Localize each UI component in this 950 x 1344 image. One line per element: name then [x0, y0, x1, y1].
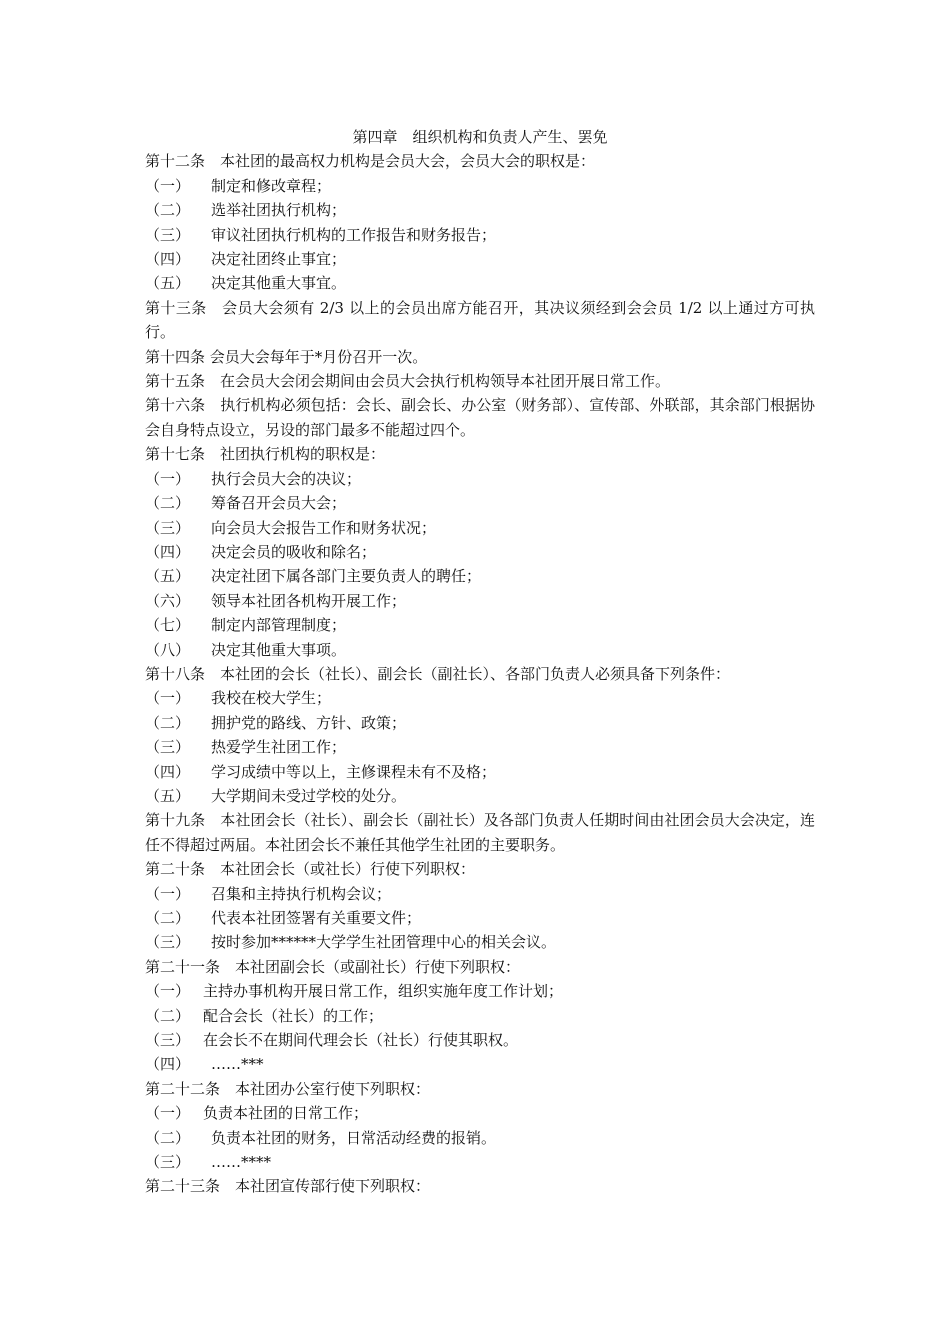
item-number: （六）	[145, 591, 191, 610]
item-number: （三）	[145, 225, 191, 244]
list-item	[145, 613, 815, 637]
item-number: （五）	[145, 786, 191, 805]
article-17: 第十七条 社团执行机构的职权是：	[145, 445, 386, 464]
item-number: （八）	[145, 640, 191, 659]
item-text: 代表本社团签署有关重要文件；	[211, 909, 422, 927]
item-text: 拥护党的路线、方针、政策；	[211, 713, 407, 732]
list-item	[145, 540, 815, 564]
list-item	[145, 1101, 815, 1125]
list-item	[145, 735, 815, 759]
item-number: （二）	[145, 713, 191, 732]
article-23: 第二十三条 本社团宣传部行使下列职权：	[145, 1177, 431, 1196]
item-number: （四）	[145, 250, 191, 269]
list-item	[145, 174, 815, 198]
item-text: 决定其他重大事宜。	[211, 274, 347, 293]
list-item	[145, 784, 815, 808]
chapter-title: 第四章 组织机构和负责人产生、罢免	[352, 128, 608, 146]
list-item	[145, 491, 815, 515]
item-text: 学习成绩中等以上，主修课程未有不及格；	[211, 762, 497, 781]
list-item	[145, 564, 815, 588]
article-20: 第二十条 本社团会长（或社长）行使下列职权：	[145, 860, 476, 879]
item-text: 决定其他重大事项。	[211, 640, 347, 659]
item-number: （三）	[145, 1031, 191, 1050]
article-15: 第十五条 在会员大会闭会期间由会员大会执行机构领导本社团开展日常工作。	[145, 372, 671, 391]
article-18: 第十八条 本社团的会长（社长）、副会长（副社长）、各部门负责人必须具备下列条件：	[145, 664, 731, 683]
item-text: 召集和主持执行机构会议；	[211, 884, 392, 903]
item-number: （三）	[145, 738, 191, 757]
article-19: 第十九条 本社团会长（社长）、副会长（副社长）及各部门负责人任期时间由社团会员大会决定，连任不得超过两届。本社团会长不兼任其他学生社团的主要职务。	[145, 811, 815, 854]
item-number: （一）	[145, 982, 191, 1001]
document-body	[145, 125, 815, 1199]
item-number: （一）	[145, 176, 191, 195]
article-14: 第十四条 会员大会每年于*月份召开一次。	[145, 347, 428, 366]
item-number: （三）	[145, 1153, 191, 1172]
item-text: 决定社团下属各部门主要负责人的聘任；	[211, 567, 482, 586]
item-text: 制定和修改章程；	[211, 176, 332, 195]
list-item	[145, 979, 815, 1003]
item-text: 我校在校大学生；	[211, 689, 332, 708]
item-text: 向会员大会报告工作和财务状况；	[211, 518, 437, 537]
article-12: 第十二条 本社团的最高权力机构是会员大会，会员大会的职权是：	[145, 152, 596, 171]
item-number: （三）	[145, 933, 191, 952]
item-text: 热爱学生社团工作；	[211, 738, 347, 757]
item-text: 决定社团终止事宜；	[211, 250, 347, 269]
list-item	[145, 638, 815, 662]
item-text: 主持办事机构开展日常工作，组织实施年度工作计划；	[203, 982, 564, 1001]
item-number: （七）	[145, 616, 191, 635]
list-item	[145, 1052, 815, 1076]
item-text: 决定会员的吸收和除名；	[211, 542, 377, 561]
article-21: 第二十一条 本社团副会长（或副社长）行使下列职权：	[145, 957, 521, 976]
list-item	[145, 247, 815, 271]
list-item	[145, 711, 815, 735]
item-text: 选举社团执行机构；	[211, 201, 347, 220]
item-number: （一）	[145, 469, 191, 488]
item-number: （二）	[145, 1006, 191, 1025]
list-item	[145, 516, 815, 540]
item-text: 配合会长（社长）的工作；	[203, 1006, 384, 1025]
item-number: （二）	[145, 909, 191, 927]
item-number: （一）	[145, 689, 191, 708]
list-item	[145, 271, 815, 295]
item-number: （四）	[145, 542, 191, 561]
list-item	[145, 930, 815, 954]
item-number: （一）	[145, 884, 191, 903]
item-number: （四）	[145, 762, 191, 781]
item-text: 制定内部管理制度；	[211, 616, 347, 635]
list-item	[145, 686, 815, 710]
article-16: 第十六条 执行机构必须包括：会长、副会长、办公室（财务部）、宣传部、外联部，其余部门根据协会自身特点设立，另设的部门最多不能超过四个。	[145, 396, 815, 439]
list-item	[145, 1028, 815, 1052]
item-text: 负责本社团的日常工作；	[203, 1104, 369, 1123]
item-text: ……***	[211, 1055, 264, 1074]
list-item	[145, 1150, 815, 1174]
list-item	[145, 882, 815, 906]
item-text: 大学期间未受过学校的处分。	[211, 786, 407, 805]
item-text: 审议社团执行机构的工作报告和财务报告；	[211, 225, 497, 244]
item-number: （二）	[145, 1128, 191, 1147]
item-text: 筹备召开会员大会；	[211, 494, 347, 513]
list-item	[145, 467, 815, 491]
item-text: 按时参加******大学学生社团管理中心的相关会议。	[211, 933, 557, 952]
item-number: （一）	[145, 1104, 191, 1123]
item-text: 在会长不在期间代理会长（社长）行使其职权。	[203, 1031, 519, 1050]
item-text: 执行会员大会的决议；	[211, 469, 362, 488]
item-number: （二）	[145, 494, 191, 513]
list-item	[145, 223, 815, 247]
list-item	[145, 1004, 815, 1028]
list-item	[145, 198, 815, 222]
item-text: 领导本社团各机构开展工作；	[211, 591, 407, 610]
list-item	[145, 589, 815, 613]
article-22: 第二十二条 本社团办公室行使下列职权：	[145, 1079, 431, 1098]
item-text: 负责本社团的财务，日常活动经费的报销。	[211, 1128, 497, 1147]
item-number: （四）	[145, 1055, 191, 1074]
item-number: （三）	[145, 518, 191, 537]
item-number: （五）	[145, 567, 191, 586]
item-number: （五）	[145, 274, 191, 293]
list-item	[145, 760, 815, 784]
item-number: （二）	[145, 201, 191, 220]
list-item	[145, 1126, 815, 1150]
item-text: ……****	[211, 1153, 271, 1172]
article-13: 第十三条 会员大会须有 2/3 以上的会员出席方能召开，其决议须经到会会员 1/2 以上通过方可执行。	[145, 298, 815, 342]
list-item	[145, 906, 815, 930]
